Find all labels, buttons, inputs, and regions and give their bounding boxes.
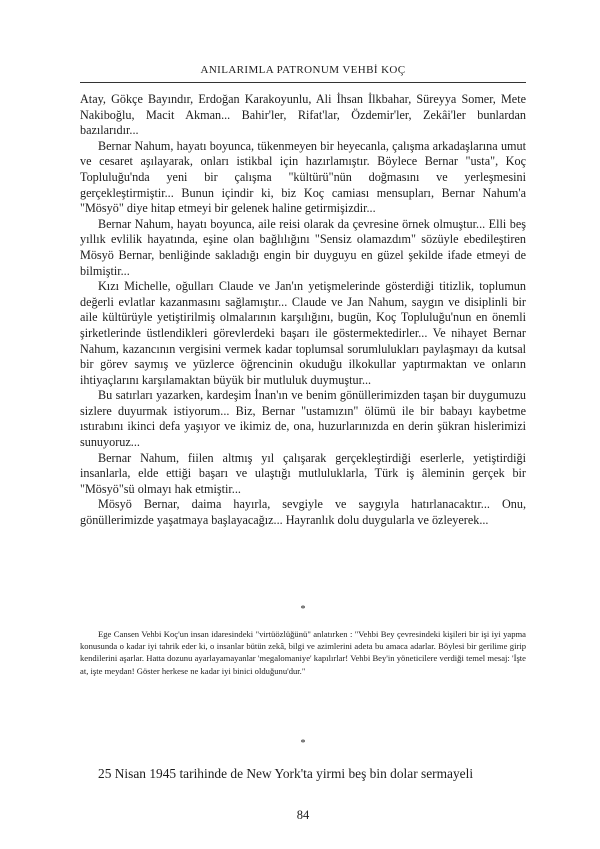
footnote	[80, 628, 526, 677]
paragraph: Atay, Gökçe Bayındır, Erdoğan Karakoyunlu, Ali İhsan İlkbahar, Süreyya Somer, Mete Nakiboğlu, Macit Akman... Bahir'ler, Rifat'lar, Özdemir'ler, Zekâi'ler bunlardan bazılarıdır...	[80, 92, 526, 138]
running-head: ANILARIMLA PATRONUM VEHBİ KOÇ	[200, 64, 406, 76]
paragraph: Bu satırları yazarken, kardeşim İnan'ın ve benim gönüllerimizden taşan bir duygumuzu sizlere duyurmak istiyorum... Biz, Bernar "ustamızın" ölümü ile bir babayı kaybetme ıstırabını ikinci defa yaşıyor ve ikimiz de, ona, huzurlarınızda en derin şükran hislerimizi sunuyoruz...	[80, 388, 526, 450]
closing-text	[80, 765, 526, 783]
paragraph: Mösyö Bernar, daima hayırla, sevgiyle ve saygıyla hatırlanacaktır... Onu, gönüllerimizde yaşatmaya başlayacağız... Hayranlık dolu duygularla ve özleyerek...	[80, 497, 526, 528]
closing-line: 25 Nisan 1945 tarihinde de New York'ta yirmi beş bin dolar sermayeli	[98, 766, 474, 781]
footnote-text: Ege Cansen Vehbi Koç'un insan idaresindeki "virtüözlüğünü" anlatırken : "Vehbi Bey çevresindeki kişileri bir işi iyi yapma konusunda o kadar iyi tahrik eder ki, o insanlar bütün zekâ, bilgi ve azimlerini adeta bu amaca adarlar. Böylesi bir gerilime girip kendilerini aşarlar. Hatta dozunu ayarlayamayanlar 'megalomaniye' kapılırlar! Vehbi Bey'in yöneticilere verdiği temel mesaj: 'İşte at, işte meydan! Göster herkese ne kadar iyi binici olduğunu'dur."	[80, 629, 526, 676]
paragraph: Bernar Nahum, hayatı boyunca, aile reisi olarak da çevresine örnek olmuştur... Elli beş yıllık evlilik hayatında, eşine olan bağlılığını "Sensiz olamazdım" sözüyle ebedileştiren Mösyö Bernar, benliğinde sakladığı engin bir duyguyu en güzel şekilde ifade etmeyi de bilmiştir...	[80, 216, 526, 278]
body-text	[80, 92, 526, 529]
paragraph: Kızı Michelle, oğulları Claude ve Jan'ın yetişmelerinde gösterdiği titizlik, toplumun değerli evlatlar kazanmasını sağlamıştır... Claude ve Jan Nahum, saygın ve disiplinli bir aile kültürüyle yetiştirilmiş olmalarının karşılığını, bugün, Koç Topluluğu'nun en önemli şirketlerinde üstlendikleri görevlerdeki başarı ile göstermektedirler... Ve nihayet Bernar Nahum, kazancının vergisini vermek kadar toplumsal sorumlulukları paylaşmayı da kutsal bir görev saymış ve yüzlerce öğrencinin okuduğu ilkokullar yaptırmaktan ve onların ihtiyaçlarını karşılamaktan büyük bir mutluluk duymuştur...	[80, 279, 526, 387]
page-number: 84	[296, 808, 310, 822]
header-rule	[80, 82, 526, 83]
section-separator: *	[300, 738, 306, 749]
paragraph: Bernar Nahum, hayatı boyunca, tükenmeyen bir heyecanla, çalışma arkadaşlarına umut ve cesaret aşılayarak, onları istikbal için hazırlamıştır. Böylece Bernar "usta", Koç Topluluğu'nda yeni bir çalışma "kültürü"nün doğmasını ve yerleşmesini gerçekleştirmiştir... Bunun içindir ki, biz Koç camiası mensupları, Bernar Nahum'a "Mösyö" diye hitap etmeyi bir gelenek haline getirmişizdir...	[80, 138, 526, 216]
section-separator: *	[300, 604, 306, 615]
paragraph: Bernar Nahum, fiilen altmış yıl çalışarak gerçekleştirdiği eserlerle, yetiştirdiği insanlarla, elde ettiği başarı ve ulaştığı mutluluklarla, Türk iş âleminin gerçek bir "Mösyö"sü olmayı hak etmiştir...	[80, 450, 526, 496]
